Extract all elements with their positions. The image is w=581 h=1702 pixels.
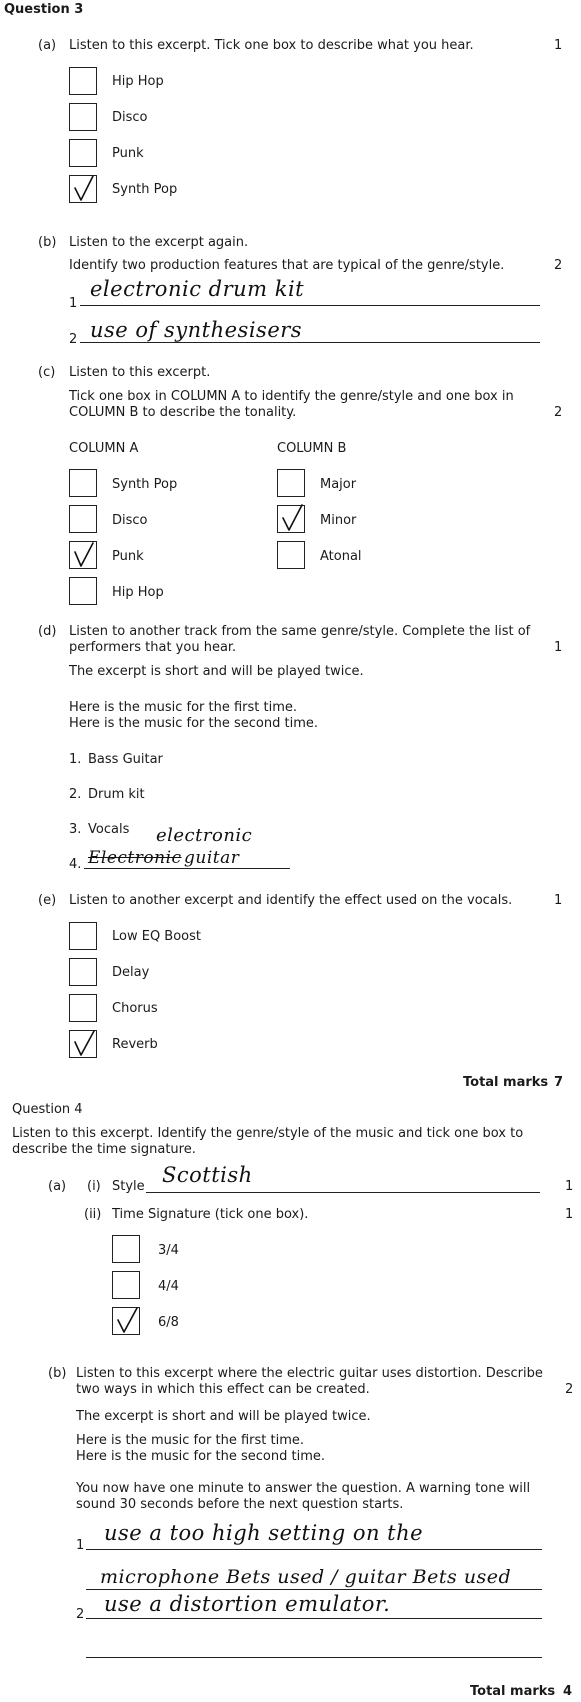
question-4-title: Question 4	[12, 1102, 83, 1117]
q4b-first-time: Here is the music for the first time.	[76, 1433, 305, 1448]
q3b-label: (b)	[38, 235, 57, 250]
q3e-option-label: Delay	[112, 965, 150, 980]
answer-line	[86, 1618, 542, 1619]
q3a-label: (a)	[38, 38, 57, 53]
q3d-note: The excerpt is short and will be played twice.	[69, 664, 364, 679]
q3-total-marks-value: 7	[554, 1075, 564, 1090]
q3e-option-label: Reverb	[112, 1037, 158, 1052]
q4a-checkbox-4-4[interactable]	[112, 1271, 140, 1299]
q3d-label: (d)	[38, 624, 57, 639]
q4a-option-label: 4/4	[158, 1279, 179, 1294]
q3d-prompt: performers that you hear.	[69, 640, 237, 655]
tick-mark-icon	[73, 540, 95, 570]
q3e-checkbox-chorus[interactable]	[69, 994, 97, 1022]
q3b-prompt: Listen to the excerpt again.	[69, 235, 249, 250]
q3d-list-number: 2.	[69, 787, 82, 802]
q3b-answer-1[interactable]: electronic drum kit	[90, 277, 305, 301]
q3-total-marks-label: Total marks	[463, 1075, 549, 1090]
q3e-checkbox-reverb[interactable]	[69, 1030, 97, 1058]
q3e-checkbox-low-eq-boost[interactable]	[69, 922, 97, 950]
q4b-prompt: two ways in which this effect can be created.	[76, 1382, 370, 1397]
q3b-marks: 2	[554, 258, 563, 273]
q3c-label: (c)	[38, 365, 56, 380]
question-3-title: Question 3	[4, 2, 84, 17]
q3c-checkbox-synth-pop[interactable]	[69, 469, 97, 497]
q3c-column-a-heading: COLUMN A	[69, 441, 139, 456]
q4a-i-label: (i)	[87, 1179, 101, 1194]
q3c-checkbox-disco[interactable]	[69, 505, 97, 533]
q3d-list-item: Vocals	[88, 822, 130, 837]
q4a-option-label: 3/4	[158, 1243, 179, 1258]
q3c-option-label: Punk	[112, 549, 144, 564]
q3d-list-number: 3.	[69, 822, 82, 837]
tick-mark-icon	[73, 174, 95, 204]
q3c-option-label: Disco	[112, 513, 148, 528]
q3e-prompt: Listen to another excerpt and identify the effect used on the vocals.	[69, 893, 513, 908]
q3c-instruction: COLUMN B to describe the tonality.	[69, 405, 297, 420]
q3d-marks: 1	[554, 640, 563, 655]
q4a-style-answer[interactable]: Scottish	[162, 1163, 253, 1187]
q3a-checkbox-punk[interactable]	[69, 139, 97, 167]
q4b-warning: sound 30 seconds before the next question starts.	[76, 1497, 404, 1512]
q4b-answer-number: 2	[76, 1607, 85, 1622]
q4a-checkbox-3-4[interactable]	[112, 1235, 140, 1263]
q3c-checkbox-minor[interactable]	[277, 505, 305, 533]
answer-line	[146, 1192, 540, 1193]
q4-total-marks-label: Total marks	[470, 1684, 556, 1699]
q3a-marks: 1	[554, 38, 563, 53]
q3c-option-label: Hip Hop	[112, 585, 164, 600]
q3a-checkbox-synth-pop[interactable]	[69, 175, 97, 203]
q4b-answer-1-line-1[interactable]: use a too high setting on the	[104, 1521, 424, 1545]
q4a-i-marks: 1	[565, 1179, 574, 1194]
q4a-ii-marks: 1	[565, 1207, 574, 1222]
q3b-answer-number: 2	[69, 332, 78, 347]
q4b-marks: 2	[565, 1382, 574, 1397]
q4a-ii-prompt: Time Signature (tick one box).	[112, 1207, 309, 1222]
q3b-instruction: Identify two production features that are typical of the genre/style.	[69, 258, 505, 273]
q4a-label: (a)	[48, 1179, 67, 1194]
q3c-checkbox-atonal[interactable]	[277, 541, 305, 569]
q3d-answer-number: 4.	[69, 857, 82, 872]
q3c-option-label: Atonal	[320, 549, 362, 564]
q3c-marks: 2	[554, 405, 563, 420]
q4b-answer-number: 1	[76, 1538, 85, 1553]
q4-intro: Listen to this excerpt. Identify the genre/style of the music and tick one box to	[12, 1126, 524, 1141]
q3a-option-label: Synth Pop	[112, 182, 178, 197]
q3d-answer-insertion[interactable]: electronic	[156, 825, 253, 846]
q4a-option-label: 6/8	[158, 1315, 179, 1330]
q4a-checkbox-6-8[interactable]	[112, 1307, 140, 1335]
tick-mark-icon	[116, 1306, 138, 1336]
q3d-answer[interactable]: guitar	[184, 848, 240, 868]
q3a-option-label: Punk	[112, 146, 144, 161]
q3c-option-label: Minor	[320, 513, 357, 528]
q3e-option-label: Chorus	[112, 1001, 158, 1016]
answer-line	[84, 868, 290, 869]
q4b-answer-2-line-1[interactable]: use a distortion emulator.	[104, 1592, 391, 1616]
q3d-list-item: Drum kit	[88, 787, 145, 802]
q3a-option-label: Disco	[112, 110, 148, 125]
q3b-answer-number: 1	[69, 296, 78, 311]
q3c-prompt: Listen to this excerpt.	[69, 365, 211, 380]
q3e-label: (e)	[38, 893, 57, 908]
q3c-checkbox-hip-hop[interactable]	[69, 577, 97, 605]
q4-total-marks-value: 4	[563, 1684, 573, 1699]
q3e-marks: 1	[554, 893, 563, 908]
q3b-answer-2[interactable]: use of synthesisers	[90, 318, 303, 342]
q3d-list-number: 1.	[69, 752, 82, 767]
tick-mark-icon	[73, 1029, 95, 1059]
tick-mark-icon	[281, 504, 303, 534]
q4b-prompt: Listen to this excerpt where the electric guitar uses distortion. Describe	[76, 1366, 543, 1381]
q4b-warning: You now have one minute to answer the question. A warning tone will	[76, 1481, 531, 1496]
q3c-checkbox-punk[interactable]	[69, 541, 97, 569]
q3e-checkbox-delay[interactable]	[69, 958, 97, 986]
answer-line	[86, 1589, 542, 1590]
q3c-option-label: Major	[320, 477, 357, 492]
q3d-answer-crossed-out: Electronic	[88, 848, 182, 868]
q3d-prompt: Listen to another track from the same genre/style. Complete the list of	[69, 624, 531, 639]
answer-line	[80, 342, 540, 343]
q3d-second-time: Here is the music for the second time.	[69, 716, 318, 731]
q3c-checkbox-major[interactable]	[277, 469, 305, 497]
q3d-first-time: Here is the music for the first time.	[69, 700, 298, 715]
q4a-style-label: Style	[112, 1179, 145, 1194]
q3a-checkbox-hip-hop[interactable]	[69, 67, 97, 95]
answer-line	[86, 1657, 542, 1658]
answer-line	[80, 305, 540, 306]
q3a-option-label: Hip Hop	[112, 74, 164, 89]
q4b-answer-1-line-2[interactable]: microphone Bets used / guitar Bets used	[100, 1566, 512, 1588]
q3c-instruction: Tick one box in COLUMN A to identify the genre/style and one box in	[69, 389, 514, 404]
q3d-list-item: Bass Guitar	[88, 752, 163, 767]
q4a-ii-label: (ii)	[84, 1207, 102, 1222]
q3c-option-label: Synth Pop	[112, 477, 178, 492]
q3c-column-b-heading: COLUMN B	[277, 441, 347, 456]
q4b-label: (b)	[48, 1366, 67, 1381]
q3a-prompt: Listen to this excerpt. Tick one box to describe what you hear.	[69, 38, 474, 53]
q3a-checkbox-disco[interactable]	[69, 103, 97, 131]
q4b-second-time: Here is the music for the second time.	[76, 1449, 325, 1464]
q4-intro: describe the time signature.	[12, 1142, 196, 1157]
answer-line	[86, 1549, 542, 1550]
q3e-option-label: Low EQ Boost	[112, 929, 202, 944]
q4b-note: The excerpt is short and will be played twice.	[76, 1409, 371, 1424]
